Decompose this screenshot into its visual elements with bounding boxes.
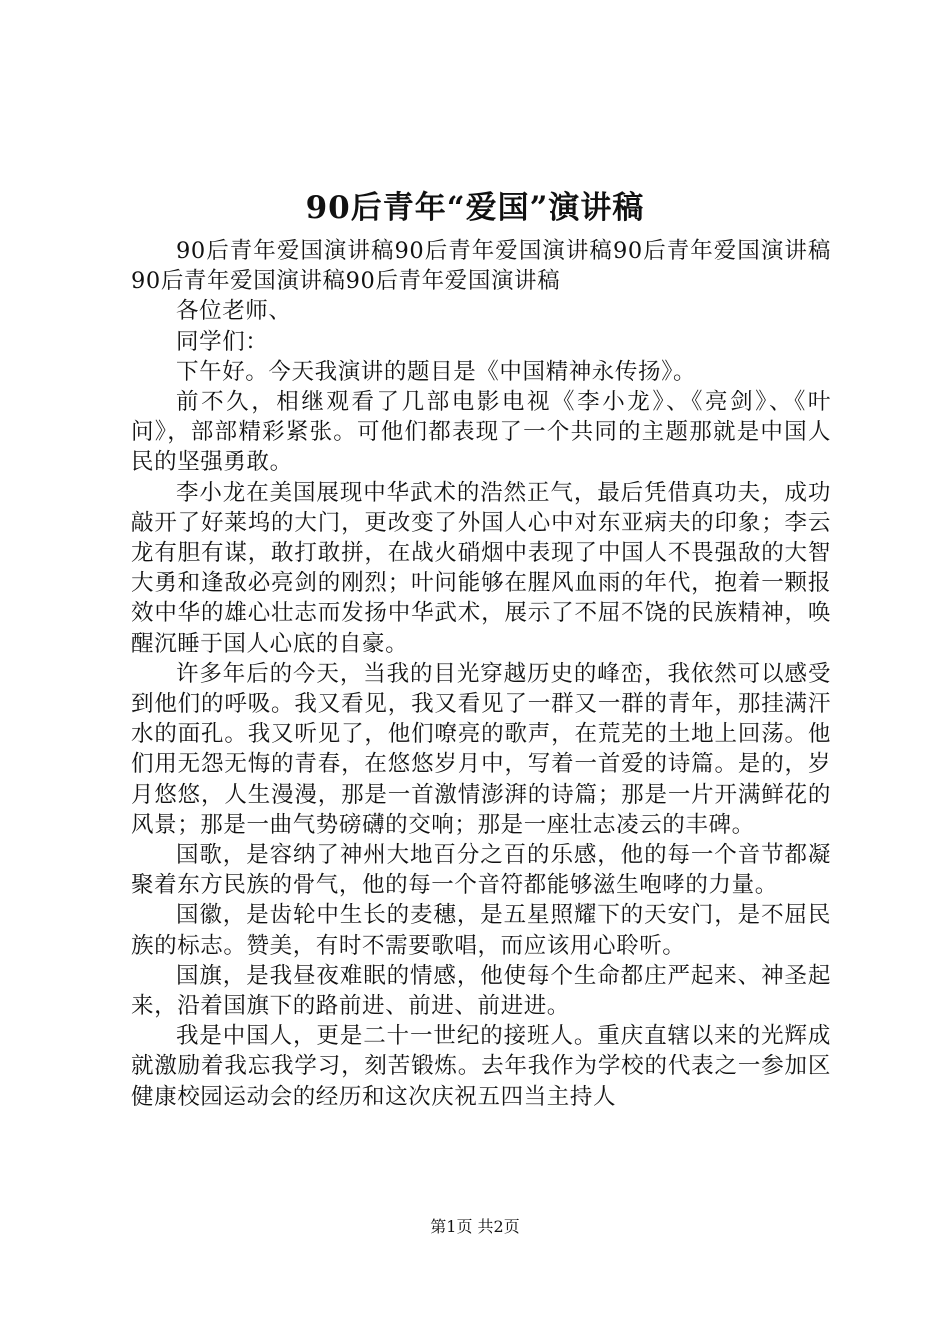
paragraph: 国歌，是容纳了神州大地百分之百的乐感，他的每一个音节都凝聚着东方民族的骨气，他的每一个音符都能够滋生咆哮的力量。 — [131, 842, 831, 899]
document-title: 90后青年“爱国”演讲稿 — [305, 190, 645, 226]
paragraph: 国徽，是齿轮中生长的麦穗，是五星照耀下的天安门，是不屈民族的标志。赞美，有时不需要歌唱，而应该用心聆听。 — [131, 902, 831, 959]
paragraph: 许多年后的今天，当我的目光穿越历史的峰峦，我依然可以感受到他们的呼吸。我又看见，我又看见了一群又一群的青年，那挂满汗水的面孔。我又听见了，他们嘹亮的歌声，在荒芜的土地上回荡。他们用无怨无悔的青春，在悠悠岁月中，写着一首爱的诗篇。是的，岁月悠悠，人生漫漫，那是一首激情澎湃的诗篇；那是一片开满鲜花的风景；那是一曲气势磅礴的交响；那是一座壮志凌云的丰碑。 — [131, 660, 831, 838]
paragraph: 国旗，是我昼夜难眠的情感，他使每个生命都庄严起来、神圣起来，沿着国旗下的路前进、前进、前进进。 — [131, 962, 831, 1020]
paragraph: 李小龙在美国展现中华武术的浩然正气，最后凭借真功夫，成功敲开了好莱坞的大门，更改变了外国人心中对东亚病夫的印象；李云龙有胆有谋，敢打敢拼，在战火硝烟中表现了中国人不畏强敌的大智大勇和逢敌必亮剑的刚烈；叶问能够在腥风血雨的年代，抱着一颗报效中华的雄心壮志而发扬中华武术，展示了不屈不饶的民族精神，唤醒沉睡于国人心底的自豪。 — [131, 479, 831, 657]
page-footer: 第1页 共2页 — [430, 1217, 520, 1236]
paragraph: 90后青年爱国演讲稿90后青年爱国演讲稿90后青年爱国演讲稿90后青年爱国演讲稿90后青年爱国演讲稿 — [131, 238, 831, 295]
paragraph: 下午好。今天我演讲的题目是《中国精神永传扬》。 — [176, 358, 697, 385]
document-body — [131, 236, 831, 1112]
paragraph: 前不久，相继观看了几部电影电视《李小龙》、《亮剑》、《叶问》，部部精彩紧张。可他们都表现了一个共同的主题那就是中国人民的坚强勇敢。 — [131, 389, 831, 476]
paragraph: 同学们： — [176, 328, 269, 355]
paragraph: 各位老师、 — [176, 298, 292, 325]
paragraph: 我是中国人，更是二十一世纪的接班人。重庆直辖以来的光辉成就激励着我忘我学习，刻苦锻炼。去年我作为学校的代表之一参加区健康校园运动会的经历和这次庆祝五四当主持人 — [131, 1023, 831, 1110]
